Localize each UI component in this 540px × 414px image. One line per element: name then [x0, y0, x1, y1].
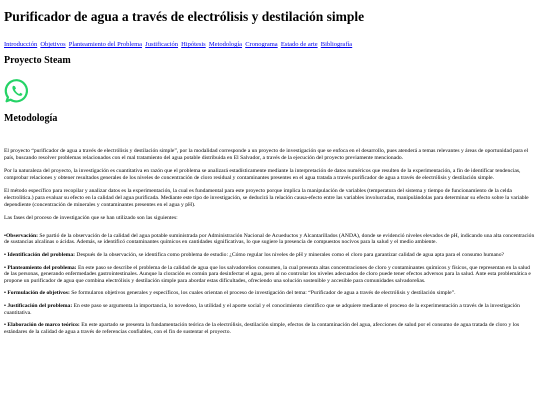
- nav-link-bibliografia[interactable]: Bibliografía: [320, 41, 353, 48]
- paragraph: Por la naturaleza del proyecto, la investigación es cuantitativa en razón que el problema se analizará estadísticamente mediante la interpretación de datos numéricos que resulten de la experimentación, a fin de identificar tendencias, comprobar relaciones y obtener resultados generales de los niveles de concentración de cloro residual y contaminantes presentes en el agua tratada a través purificador de agua a través de electrólisis y destilación simple.: [4, 168, 521, 181]
- list-item-label: • Formulación de objetivos:: [4, 290, 70, 297]
- nav-link-objetivos[interactable]: Objetivos: [40, 41, 66, 48]
- page-title: Purificador de agua a través de electrólisis y destilación simple: [4, 9, 365, 24]
- nav-link-planteamiento[interactable]: Planteamiento del Problema: [68, 41, 143, 48]
- nav-link-hipotesis[interactable]: Hipótesis: [181, 41, 206, 48]
- paragraph: Las fases del proceso de investigación que se han utilizado son las siguientes:: [4, 215, 178, 222]
- list-item-text: En este paso se argumenta la importancia, lo novedoso, la utilidad y el aporte social y el conocimiento científico que se adquiere mediante el proceso de la experimentación a través de la investigación cuantitativa.: [4, 302, 520, 316]
- list-item-label: •Observación:: [4, 232, 38, 239]
- nav-link-estado-de-arte[interactable]: Estado de arte: [280, 41, 318, 48]
- paragraph: El método específico para recopilar y analizar datos es la experimentación, la cual es fundamental para este proyecto porque implica la manipulación de variables (temperatura del sistema y tiempo de funcionamiento de la celda electrolítica.) para evaluar su efecto en la calidad del agua purificada. Mediante este tipo de investigación, se deducirá la relación causa-efecto entre las variables involucradas, manipulándolas para determinar su efecto sobre la variable dependiente (concentración de minerales y contaminantes presentes en el agua y pH).: [4, 188, 529, 208]
- nav-link-introduccion[interactable]: Introducción: [4, 41, 38, 48]
- nav-links: [4, 41, 536, 49]
- list-item: [4, 233, 536, 246]
- list-item: [4, 290, 536, 297]
- list-item-text: Después de la observación, se identifica como problema de estudio: ¿Cómo regular los niveles de pH y minerales como el cloro para garantizar calidad de agua apta para el consumo humano?: [75, 251, 505, 258]
- list-item: [4, 252, 536, 259]
- nav-link-justificacion[interactable]: Justificación: [145, 41, 179, 48]
- list-item-text: En este paso se describe el problema de la calidad de agua que los salvadoreños consumen, la cual presenta altas concentraciones de cloro y contaminantes químicos y físicos, que representan en la salud de las personas, generando enfermedades gastrointestinales. Aunque la cloración es común para desinfectar el agua, pero al no controlar los niveles adecuados de cloro puede tener efectos adversos para la salud. Ante esta problemática e propone un purificador de agua que combina electrólisis y destilación simple para abordar estas dificultades, ofreciendo una solución sostenible y accesible para comunidades salvadoreñas.: [4, 264, 531, 284]
- paragraph: El proyecto “purificador de agua a través de electrólisis y destilación simple”, por la modalidad corresponde a un proyecto de investigación que se enfoca en el desarrollo, pues atenderá a temas relevantes y áreas de oportunidad para el país, buscando resolver problemas relacionados con el mal tratamiento del agua potable distribuida en El Salvador, a través de la ejecución del proyecto previamente mencionado.: [4, 148, 529, 161]
- list-item: [4, 265, 536, 285]
- list-item-label: • Identificación del problema:: [4, 251, 75, 258]
- project-heading: Proyecto Steam: [4, 55, 71, 66]
- page: [0, 9, 540, 335]
- whatsapp-icon[interactable]: [4, 78, 30, 104]
- list-item-label: • Planteamiento del problema:: [4, 264, 77, 271]
- list-item-text: En este apartado se presenta la fundamentación teórica de la electrólisis, destilación simple, efectos de la contaminación del agua, afecciones de salud por el consumo de agua tratada de cloro y los estándares de la calidad de agua a través de referencias confiables, con el fin de sustentar el proyecto.: [4, 322, 520, 335]
- list-item: [4, 303, 536, 316]
- list-item-text: Se partió de la observación de la calidad del agua potable suministrada por Administración Nacional de Acueductos y Alcantarillados (ANDA), donde se evidenció niveles elevados de pH, indicando una alta concentración de sustancias alcalinas o ácidas. Además, se identificó contaminantes químicos en cantidades significativas, lo que sugiere la presencia de compuestos nocivos para la salud y el medio ambiente.: [4, 232, 535, 246]
- section-heading: Metodología: [4, 113, 58, 124]
- list-item-label: • Justificación del problema:: [4, 302, 73, 309]
- list-item-label: • Elaboración de marco teórico:: [4, 322, 80, 329]
- list-item: [4, 322, 536, 335]
- list-item-text: Se formularon objetivos generales y específicos, los cuales orientan el proceso de investigación del tema: “Purificador de agua a través de electrólisis y destilación simple”.: [69, 290, 456, 297]
- nav-link-cronograma[interactable]: Cronograma: [245, 41, 278, 48]
- nav-link-metodologia[interactable]: Metodología: [208, 41, 243, 48]
